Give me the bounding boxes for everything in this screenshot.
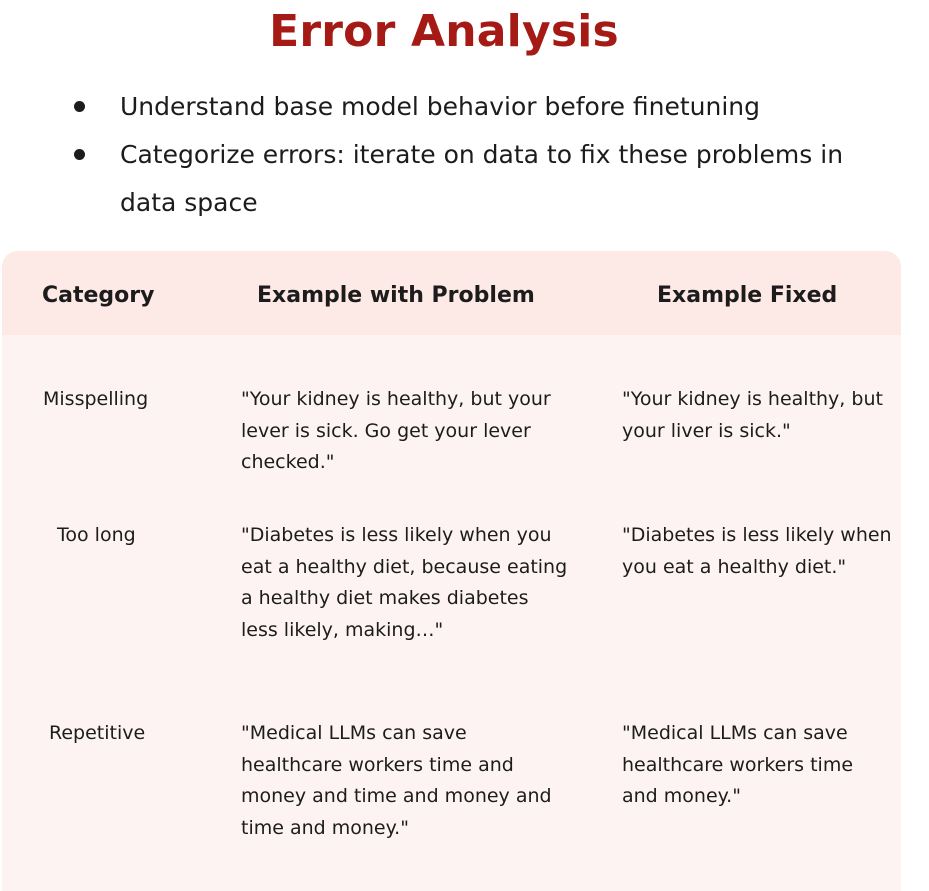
bullet-dot-icon [74, 149, 85, 160]
page-title: Error Analysis [269, 6, 619, 57]
fixed-cell: "Your kidney is healthy, but your liver is sick." [622, 388, 883, 442]
bullet-item [68, 83, 888, 131]
fixed-cell: "Medical LLMs can save healthcare workers time and money." [622, 722, 854, 807]
bullet-dot-icon [74, 101, 85, 112]
bullet-text: Categorize errors: iterate on data to fix these problems in data space [120, 140, 844, 217]
category-cell: Misspelling [43, 388, 149, 410]
header-example-with-problem: Example with Problem [257, 283, 535, 308]
header-category: Category [42, 283, 155, 308]
problem-cell: "Your kidney is healthy, but your lever is sick. Go get your lever checked." [241, 388, 551, 473]
problem-cell: "Medical LLMs can save healthcare workers time and money and time and money and time and money." [241, 722, 552, 839]
category-cell: Repetitive [49, 722, 146, 744]
bullet-list [68, 83, 888, 227]
fixed-cell: "Diabetes is less likely when you eat a healthy diet." [622, 524, 892, 578]
problem-cell: "Diabetes is less likely when you eat a healthy diet, because eating a healthy diet makes diabetes less likely, making…" [241, 524, 568, 641]
error-table [2, 251, 901, 891]
bullet-item [68, 131, 888, 227]
bullet-text: Understand base model behavior before finetuning [120, 92, 761, 121]
table-header [2, 251, 901, 335]
category-cell: Too long [57, 524, 136, 546]
header-example-fixed: Example Fixed [657, 283, 838, 308]
